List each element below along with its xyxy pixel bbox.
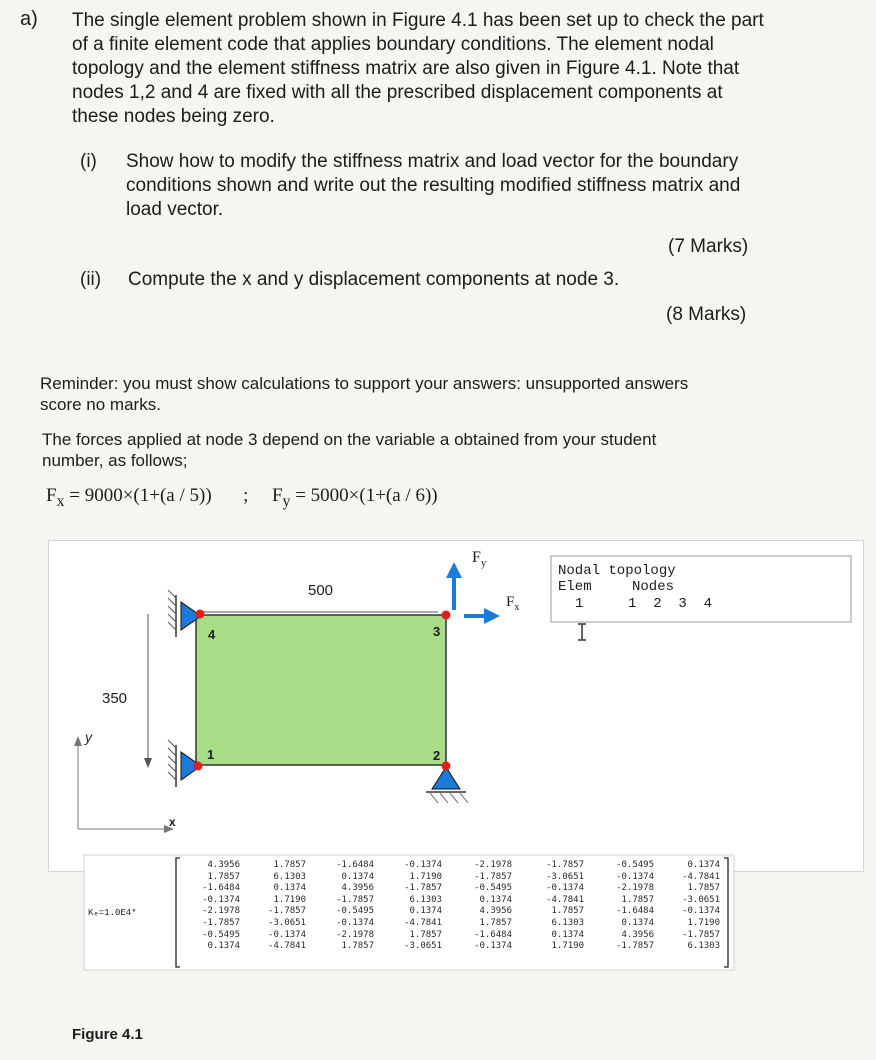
matrix-cell: -2.1978 [202,906,240,917]
intro-line: these nodes being zero. [72,106,275,127]
matrix-column [654,860,720,953]
matrix-cell: -1.6484 [616,906,654,917]
part-i-label: (i) [80,151,97,172]
y-axis-label: y [85,729,92,745]
matrix-cell: -0.1374 [546,883,584,894]
matrix-cell: 6.1303 [273,871,306,882]
matrix-cell: -0.5495 [202,929,240,940]
matrix-cell: -4.7841 [404,917,442,928]
part-i-line: Show how to modify the stiffness matrix and load vector for the boundary [126,151,739,172]
matrix-column [240,860,306,953]
node-label-4: 4 [208,627,216,642]
node-label-2: 2 [433,748,441,763]
matrix-cell: -1.7857 [202,917,240,928]
matrix-column [518,860,584,953]
matrix-cell: -0.1374 [336,917,374,928]
matrix-cell: 1.7190 [409,871,442,882]
reminder-line: score no marks. [40,395,161,414]
matrix-cell: 1.7190 [273,894,306,905]
width-dimension-label: 500 [308,582,334,599]
force-fy-subscript: y [480,557,487,570]
element-quad [196,615,446,765]
matrix-column [446,860,512,953]
matrix-cell: 0.1374 [479,894,512,905]
force-fy-label [472,549,486,569]
fx-symbol: F [46,485,57,506]
matrix-cell: 6.1303 [409,894,442,905]
fy-expression: = 5000×(1+(a / 6)) [290,485,438,506]
matrix-column [174,860,240,953]
matrix-cell: -4.7841 [682,871,720,882]
matrix-cell: -0.1374 [202,894,240,905]
formula-separator: ; [243,485,249,506]
matrix-cell: 4.3956 [207,860,240,870]
intro-line: topology and the element stiffness matrix are also given in Figure 4.1. Note that [72,58,740,79]
fy-symbol: F [271,485,283,506]
part-ii-text: Compute the x and y displacement components at node 3. [128,269,620,290]
matrix-cell: 4.3956 [341,883,374,894]
matrix-cell: -0.1374 [616,871,654,882]
node-label-3: 3 [433,624,441,639]
node-dot-3 [442,611,451,620]
node-dot-1 [194,762,203,771]
matrix-cell: -1.7857 [268,906,306,917]
matrix-cell: 6.1303 [687,941,720,952]
node-dot-4 [196,610,205,619]
matrix-column [376,860,442,953]
figure-caption: Figure 4.1 [72,1026,143,1043]
matrix-cell: -1.7857 [336,894,374,905]
matrix-cell: -0.1374 [682,906,720,917]
matrix-cell: -4.7841 [268,941,306,952]
matrix-cell: -4.7841 [546,894,584,905]
node-dot-2 [442,762,451,771]
matrix-cell: 0.1374 [207,941,240,952]
matrix-cell: -0.5495 [474,883,512,894]
node-label-1: 1 [207,747,215,762]
part-ii-label: (ii) [80,269,102,290]
height-dimension-label: 350 [102,690,128,707]
matrix-cell: -0.5495 [336,906,374,917]
topology-nodes-header: Nodes [632,579,675,595]
matrix-cell: 1.7190 [687,917,720,928]
part-ii-marks: (8 Marks) [666,304,747,325]
matrix-cell: 0.1374 [273,883,306,894]
matrix-cell: 6.1303 [551,917,584,928]
matrix-cell: -0.1374 [268,929,306,940]
matrix-column [588,860,654,953]
reminder-line: Reminder: you must show calculations to support your answers: unsupported answers [40,374,689,393]
matrix-cell: -2.1978 [474,860,512,870]
matrix-cell: 1.7190 [551,941,584,952]
matrix-label: Kₑ=1.0E4* [88,908,137,918]
matrix-cell: 1.7857 [273,860,306,870]
matrix-cell: -1.6484 [336,860,374,870]
matrix-cell: 1.7857 [207,871,240,882]
intro-line: of a finite element code that applies boundary conditions. The element nodal [72,34,714,55]
matrix-cell: -3.0651 [404,941,442,952]
forces-note-line: number, as follows; [42,451,188,470]
matrix-cell: 0.1374 [551,929,584,940]
matrix-cell: -2.1978 [616,883,654,894]
force-fx-label [506,594,519,613]
force-fx-symbol: F [506,594,515,610]
intro-line: The single element problem shown in Figure 4.1 has been set up to check the part [72,10,764,31]
question-label: a) [20,8,38,30]
matrix-cell: -0.1374 [404,860,442,870]
fx-expression: = 9000×(1+(a / 5)) [64,485,212,506]
matrix-cell: -1.7857 [546,860,584,870]
matrix-cell: -0.1374 [474,941,512,952]
intro-line: nodes 1,2 and 4 are fixed with all the prescribed displacement components at [72,82,723,103]
matrix-cell: 4.3956 [621,929,654,940]
matrix-cell: -3.0651 [268,917,306,928]
fy-subscript: y [282,492,291,510]
topology-elem-value: 1 [575,596,584,612]
matrix-cell: -1.6484 [202,883,240,894]
matrix-cell: -3.0651 [682,894,720,905]
matrix-cell: 4.3956 [479,906,512,917]
topology-elem-header: Elem [558,579,592,595]
matrix-cell: -1.7857 [404,883,442,894]
topology-nodes-value: 1 2 3 4 [628,596,713,612]
matrix-cell: 0.1374 [341,871,374,882]
matrix-cell: 1.7857 [621,894,654,905]
part-i-line: conditions shown and write out the resulting modified stiffness matrix and [126,175,741,196]
part-i-marks: (7 Marks) [668,236,749,257]
matrix-column [308,860,374,953]
matrix-cell: 1.7857 [687,883,720,894]
matrix-cell: 0.1374 [621,917,654,928]
matrix-cell: -3.0651 [546,871,584,882]
matrix-cell: -1.7857 [682,929,720,940]
fx-subscript: x [56,492,65,510]
matrix-cell: 1.7857 [479,917,512,928]
part-i-line: load vector. [126,199,224,220]
x-axis-label: x [169,815,176,829]
topology-title: Nodal topology [558,563,676,579]
matrix-cell: 0.1374 [409,906,442,917]
matrix-cell: -2.1978 [336,929,374,940]
forces-note-line: The forces applied at node 3 depend on the variable a obtained from your student [42,430,657,449]
matrix-cell: -0.5495 [616,860,654,870]
force-fx-subscript: x [514,602,520,613]
matrix-cell: 1.7857 [551,906,584,917]
matrix-cell: 0.1374 [687,860,720,870]
matrix-cell: 1.7857 [341,941,374,952]
matrix-cell: -1.6484 [474,929,512,940]
matrix-cell: 1.7857 [409,929,442,940]
matrix-cell: -1.7857 [616,941,654,952]
force-fy-symbol: F [472,549,481,566]
matrix-cell: -1.7857 [474,871,512,882]
